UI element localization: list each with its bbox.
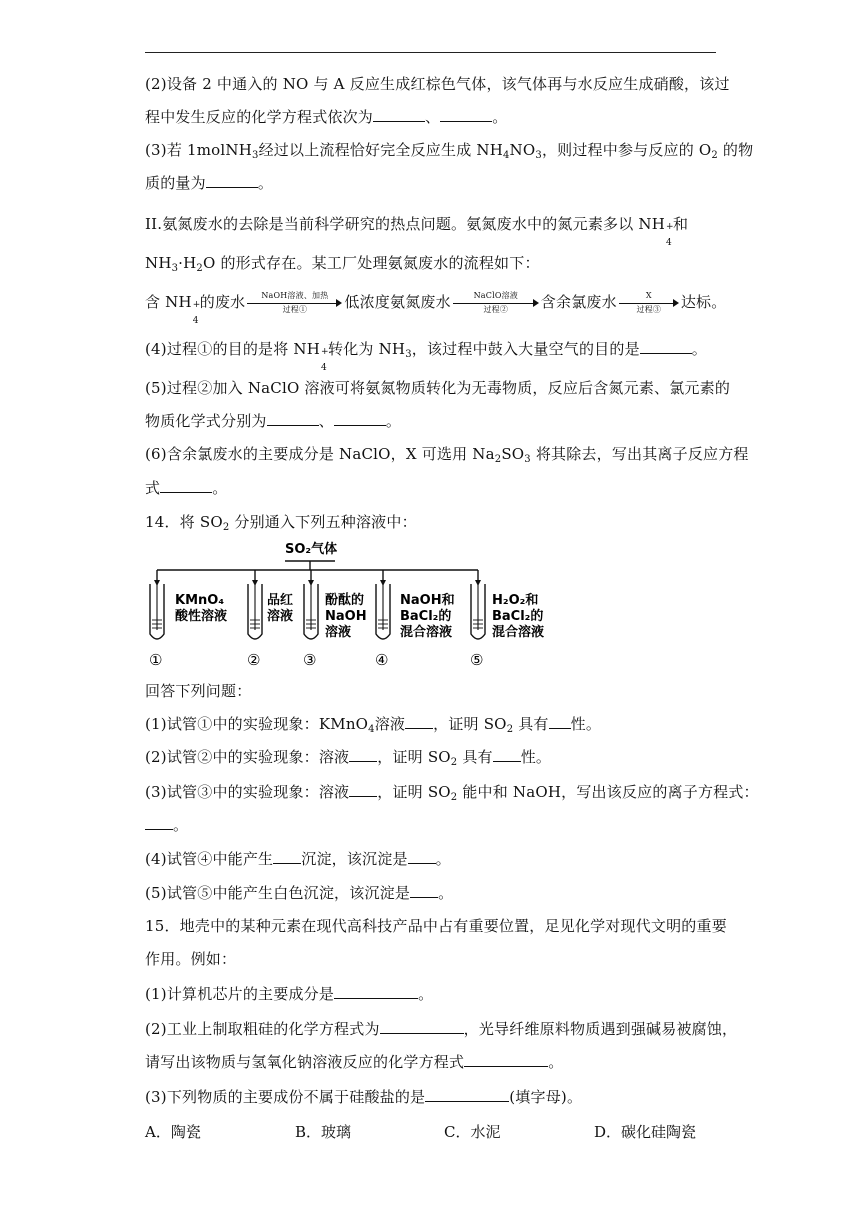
q13-part6-line2: 式 。: [145, 479, 228, 497]
q13-flow-diagram: 含 NH + 4 的废水 NaOH溶液、加热 过程① 低浓度氨氮废水 NaClO溶液 过程② 含余氯废水 X 过程③ 达标。: [145, 291, 727, 326]
option-a[interactable]: A．陶瓷: [145, 1123, 201, 1141]
answer-blank[interactable]: [549, 714, 571, 729]
tube-label-1-2: 酸性溶液: [175, 609, 228, 624]
tube-number-5: ⑤: [470, 651, 484, 669]
answer-blank[interactable]: [440, 107, 492, 122]
option-b[interactable]: B．玻璃: [295, 1123, 352, 1141]
tube-label-3-2: NaOH: [325, 609, 367, 624]
test-tube-3: [304, 570, 318, 639]
gas-label: SO₂气体: [285, 542, 338, 557]
q14-answer1: (1)试管①中的实验现象：KMnO$_4$溶液 ，证明 $SO_2$ 具有 性。: [145, 715, 602, 735]
flow-arrow-process3: X 过程③: [619, 293, 679, 313]
tube-label-1-1: KMnO₄: [175, 593, 225, 608]
answer-blank[interactable]: [334, 411, 386, 426]
flow-arrow-process2: NaClO溶液 过程②: [453, 293, 539, 313]
q13-part6-line1: (6)含余氯废水的主要成分是 NaClO，X 可选用 $Na_2SO_3$ 将其除去，写出其离子反应方程: [145, 445, 749, 465]
answer-blank[interactable]: [493, 747, 521, 762]
q15-intro-line1: 15．地壳中的某种元素在现代高科技产品中占有重要位置，足见化学对现代文明的重要: [145, 917, 727, 935]
test-tube-2: [248, 570, 262, 639]
q13-section2-line2: $NH_3\cdot H_2O$ 的形式存在。某工厂处理氨氮废水的流程如下：: [145, 254, 540, 274]
q15-part3: (3)下列物质的主要成份不属于硅酸盐的是 (填字母)。: [145, 1088, 583, 1106]
q14-answer2: (2)试管②中的实验现象：溶液 ，证明 $SO_2$ 具有 性。: [145, 748, 552, 768]
q13-section2-line1: II.氨氮废水的去除是当前科学研究的热点问题。氨氮废水中的氮元素多以 NH + 4 和: [145, 215, 689, 248]
q14-answer3-line2: 。: [145, 815, 188, 835]
q14-answer4: (4)试管④中能产生 沉淀，该沉淀是 。: [145, 850, 451, 868]
q14-answer5: (5)试管⑤中能产生白色沉淀，该沉淀是 。: [145, 884, 454, 902]
test-tubes-figure: [145, 540, 565, 670]
answer-blank[interactable]: [267, 411, 319, 426]
tube-label-4-2: BaCl₂的: [400, 609, 452, 624]
test-tube-1: [150, 570, 164, 639]
q13-part2-line2: 程中发生反应的化学方程式依次为 、 。: [145, 108, 508, 126]
header-rule: [145, 52, 716, 53]
tube-label-5-1: H₂O₂和: [492, 593, 539, 608]
flow-arrow-process1: NaOH溶液、加热 过程①: [247, 293, 342, 313]
answer-blank[interactable]: [410, 883, 438, 898]
q13-part3-line2: 质的量为 。: [145, 174, 274, 192]
answer-blank[interactable]: [349, 747, 377, 762]
test-tube-4: [376, 570, 390, 639]
answer-blank[interactable]: [408, 849, 436, 864]
q13-part4: (4)过程①的目的是将 NH + 4 转化为 $NH_3$，该过程中鼓入大量空气的目的是 。: [145, 340, 707, 373]
tube-label-4-3: 混合溶液: [400, 625, 453, 640]
tube-number-4: ④: [375, 651, 389, 669]
q15-part2-line1: (2)工业上制取粗硅的化学方程式为 ，光导纤维原料物质遇到强碱易被腐蚀，: [145, 1020, 738, 1038]
tube-label-3-1: 酚酞的: [325, 593, 365, 608]
answer-blank[interactable]: [405, 714, 433, 729]
q15-part1: (1)计算机芯片的主要成分是 。: [145, 985, 434, 1003]
answer-blank[interactable]: [145, 815, 173, 830]
answer-blank[interactable]: [334, 984, 418, 999]
answer-blank[interactable]: [464, 1052, 548, 1067]
answer-blank[interactable]: [425, 1087, 509, 1102]
tube-label-2-1: 品红: [267, 593, 294, 608]
q13-part5-line1: (5)过程②加入 NaClO 溶液可将氨氮物质转化为无毒物质，反应后含氮元素、氯元素的: [145, 379, 731, 397]
option-d[interactable]: D．碳化硅陶瓷: [594, 1123, 697, 1141]
answer-blank[interactable]: [273, 849, 301, 864]
tube-number-1: ①: [149, 651, 163, 669]
q15-intro-line2: 作用。例如：: [145, 950, 237, 968]
tube-number-2: ②: [247, 651, 261, 669]
q14-answer3: (3)试管③中的实验现象：溶液 ，证明 $SO_2$ 能中和 NaOH，写出该反应的离子方程式：: [145, 783, 759, 803]
answer-blank[interactable]: [349, 782, 377, 797]
answer-blank[interactable]: [373, 107, 425, 122]
answer-blank[interactable]: [380, 1019, 464, 1034]
answer-blank[interactable]: [160, 478, 212, 493]
tube-label-2-2: 溶液: [267, 609, 294, 624]
test-tube-5: [471, 570, 485, 639]
q13-part2-line1: (2)设备 2 中通入的 NO 与 A 反应生成红棕色气体，该气体再与水反应生成硝酸，该过: [145, 75, 730, 93]
option-c[interactable]: C．水泥: [444, 1123, 501, 1141]
answer-blank[interactable]: [640, 339, 692, 354]
tube-label-5-3: 混合溶液: [492, 625, 545, 640]
q14-intro: 14．将 $SO_2$ 分别通入下列五种溶液中：: [145, 513, 417, 533]
tube-label-5-2: BaCl₂的: [492, 609, 544, 624]
q14-prompt: 回答下列问题：: [145, 682, 252, 700]
q13-part5-line2: 物质化学式分别为 、 。: [145, 412, 402, 430]
tube-label-3-3: 溶液: [325, 625, 352, 640]
answer-blank[interactable]: [206, 173, 258, 188]
tube-number-3: ③: [303, 651, 317, 669]
q15-part2-line2: 请写出该物质与氢氧化钠溶液反应的化学方程式 。: [145, 1053, 564, 1071]
q13-part3-line1: (3)若 1molNH$_3$经过以上流程恰好完全反应生成 $NH_4NO_3$，则过程中参与反应的 $O_2$ 的物: [145, 141, 754, 161]
tube-label-4-1: NaOH和: [400, 593, 455, 608]
